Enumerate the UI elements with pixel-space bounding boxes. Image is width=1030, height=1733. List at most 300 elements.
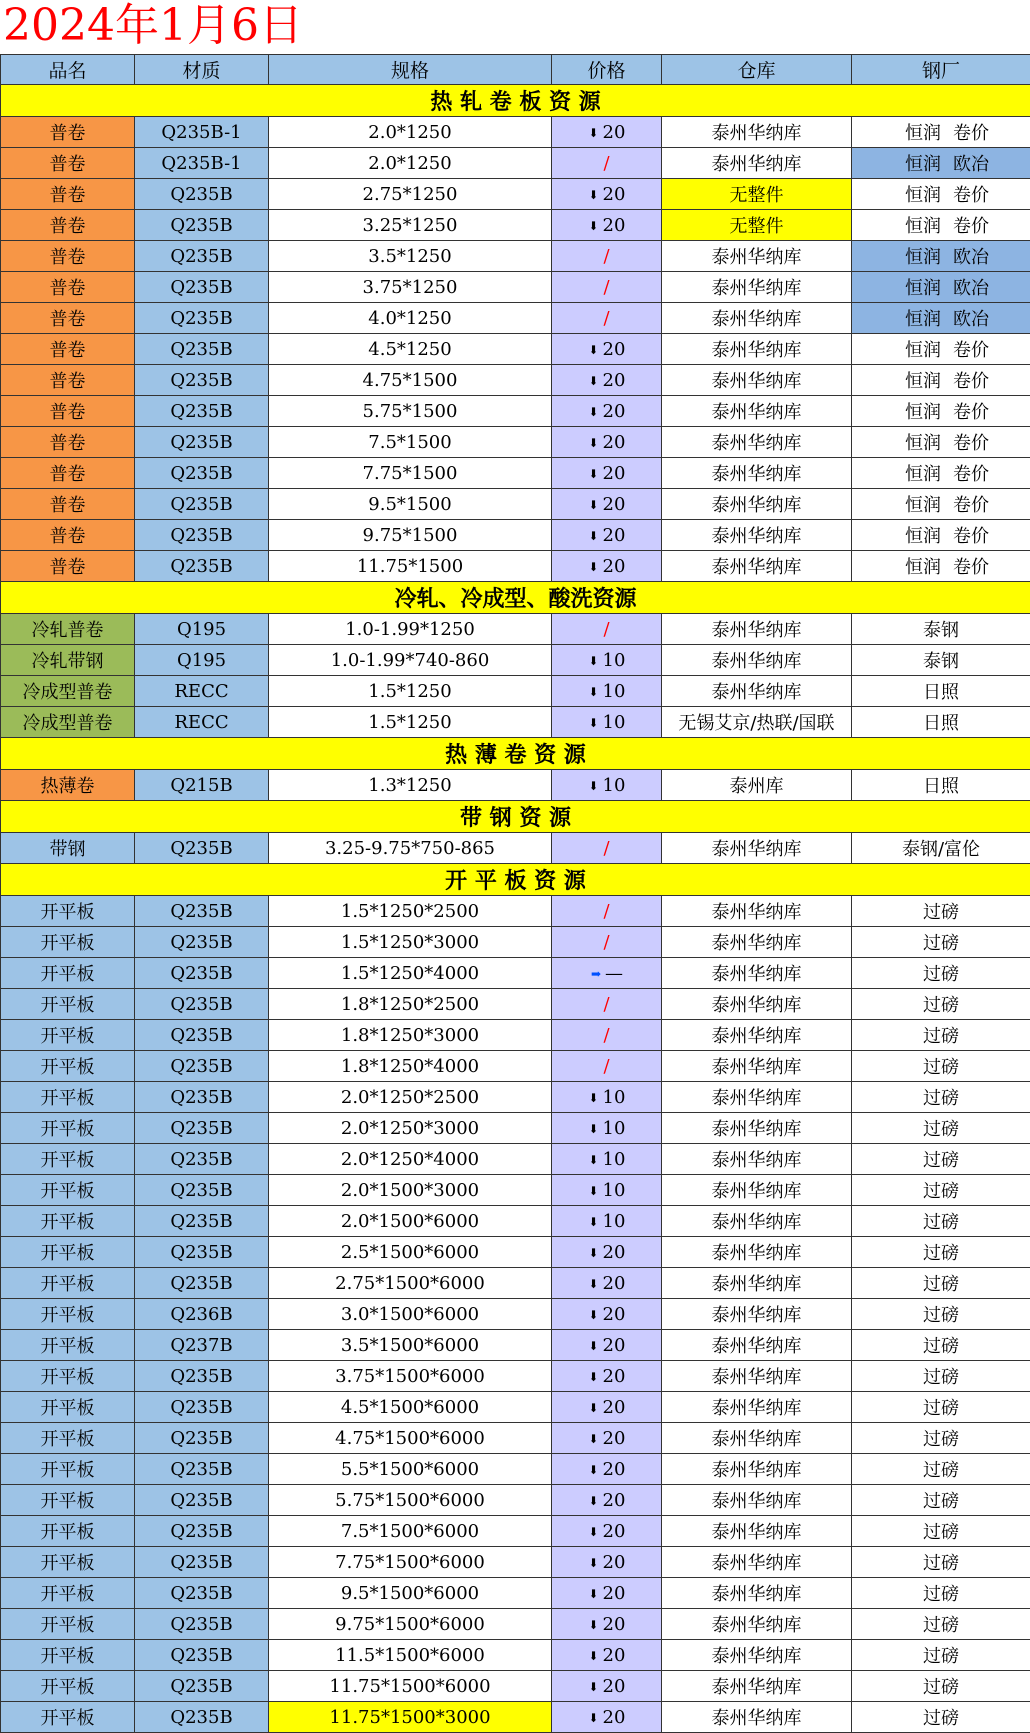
price-unavailable: / — [603, 1025, 609, 1046]
product-name-cell: 普卷 — [1, 334, 135, 365]
material-cell: Q235B — [135, 896, 269, 927]
material-cell: Q235B — [135, 1020, 269, 1051]
mill-name: 过磅 — [911, 1022, 971, 1048]
price-change-value: — — [605, 963, 623, 984]
arrow-down-icon: ⬇ — [588, 779, 600, 793]
mill-cell — [852, 1206, 1030, 1237]
product-name-cell: 开平板 — [1, 1423, 135, 1454]
mill-pricing-note: 卷价 — [953, 123, 989, 144]
price-table — [0, 54, 1030, 1733]
spec-cell: 3.0*1500*6000 — [269, 1299, 552, 1330]
spec-cell: 2.75*1250 — [269, 179, 552, 210]
mill-name: 过磅 — [911, 1270, 971, 1296]
mill-cell — [852, 1144, 1030, 1175]
product-name-cell: 普卷 — [1, 148, 135, 179]
product-name-cell: 热薄卷 — [1, 770, 135, 801]
price-cell — [552, 1547, 662, 1578]
spec-cell: 7.75*1500*6000 — [269, 1547, 552, 1578]
warehouse-cell: 泰州华纳库 — [662, 896, 852, 927]
mill-cell — [852, 148, 1030, 179]
mill-cell — [852, 707, 1030, 738]
material-cell: Q235B — [135, 303, 269, 334]
mill-name: 过磅 — [911, 960, 971, 986]
spec-cell: 1.8*1250*3000 — [269, 1020, 552, 1051]
mill-name: 恒润 — [893, 274, 953, 300]
arrow-down-icon: ⬇ — [588, 1525, 600, 1539]
warehouse-cell: 泰州华纳库 — [662, 1020, 852, 1051]
warehouse-cell: 泰州华纳库 — [662, 458, 852, 489]
price-change-value: 20 — [603, 1490, 626, 1511]
mill-cell — [852, 1609, 1030, 1640]
material-cell: Q235B — [135, 1268, 269, 1299]
section-title: 冷轧、冷成型、酸洗资源 — [1, 582, 1030, 614]
spec-cell: 3.25-9.75*750-865 — [269, 833, 552, 864]
mill-name: 恒润 — [893, 398, 953, 424]
mill-cell — [852, 1547, 1030, 1578]
mill-pricing-note: 卷价 — [953, 526, 989, 547]
warehouse-cell: 泰州华纳库 — [662, 1299, 852, 1330]
mill-cell — [852, 1330, 1030, 1361]
material-cell: Q195 — [135, 645, 269, 676]
price-change-value: 10 — [603, 775, 626, 796]
warehouse-cell: 泰州华纳库 — [662, 396, 852, 427]
warehouse-cell: 泰州华纳库 — [662, 1206, 852, 1237]
mill-name: 过磅 — [911, 1425, 971, 1451]
mill-cell — [852, 303, 1030, 334]
arrow-down-icon: ⬇ — [588, 1153, 600, 1167]
price-cell — [552, 334, 662, 365]
table-row — [1, 489, 1030, 520]
spec-cell: 1.8*1250*2500 — [269, 989, 552, 1020]
header-name: 品名 — [1, 55, 135, 85]
table-row — [1, 520, 1030, 551]
material-cell: Q235B — [135, 927, 269, 958]
section-header-row — [1, 582, 1030, 614]
spec-cell: 1.5*1250 — [269, 676, 552, 707]
mill-name: 过磅 — [911, 991, 971, 1017]
price-cell — [552, 614, 662, 645]
warehouse-cell: 泰州华纳库 — [662, 958, 852, 989]
product-name-cell: 普卷 — [1, 179, 135, 210]
warehouse-cell: 泰州华纳库 — [662, 1516, 852, 1547]
warehouse-cell: 泰州华纳库 — [662, 1671, 852, 1702]
price-cell — [552, 520, 662, 551]
product-name-cell: 开平板 — [1, 1144, 135, 1175]
mill-cell — [852, 117, 1030, 148]
price-unavailable: / — [603, 901, 609, 922]
mill-cell — [852, 1082, 1030, 1113]
table-row — [1, 210, 1030, 241]
table-row — [1, 1051, 1030, 1082]
spec-cell: 1.5*1250*4000 — [269, 958, 552, 989]
mill-name: 过磅 — [911, 1115, 971, 1141]
material-cell: Q235B — [135, 1671, 269, 1702]
mill-name: 日照 — [911, 772, 971, 798]
product-name-cell: 普卷 — [1, 551, 135, 582]
arrow-down-icon: ⬇ — [588, 1494, 600, 1508]
warehouse-cell: 泰州华纳库 — [662, 1268, 852, 1299]
material-cell: Q235B — [135, 1361, 269, 1392]
product-name-cell: 开平板 — [1, 1051, 135, 1082]
price-change-value: 10 — [603, 1118, 626, 1139]
arrow-down-icon: ⬇ — [588, 529, 600, 543]
spec-cell: 3.25*1250 — [269, 210, 552, 241]
warehouse-cell: 泰州华纳库 — [662, 1609, 852, 1640]
arrow-down-icon: ⬇ — [588, 1711, 600, 1725]
material-cell: Q235B — [135, 1392, 269, 1423]
material-cell: Q235B — [135, 1454, 269, 1485]
arrow-down-icon: ⬇ — [588, 1432, 600, 1446]
warehouse-cell: 泰州华纳库 — [662, 117, 852, 148]
table-row — [1, 1516, 1030, 1547]
warehouse-cell: 泰州华纳库 — [662, 1485, 852, 1516]
arrow-down-icon: ⬇ — [588, 126, 600, 140]
price-change-value: 10 — [603, 712, 626, 733]
mill-name: 恒润 — [893, 491, 953, 517]
spec-cell: 11.75*1500*6000 — [269, 1671, 552, 1702]
arrow-down-icon: ⬇ — [588, 1184, 600, 1198]
warehouse-cell: 泰州华纳库 — [662, 241, 852, 272]
mill-name: 恒润 — [893, 305, 953, 331]
warehouse-cell: 泰州华纳库 — [662, 272, 852, 303]
table-row — [1, 551, 1030, 582]
material-cell: Q235B — [135, 1516, 269, 1547]
table-row — [1, 770, 1030, 801]
arrow-down-icon: ⬇ — [588, 1246, 600, 1260]
spec-cell: 1.0-1.99*1250 — [269, 614, 552, 645]
price-cell — [552, 958, 662, 989]
mill-name: 过磅 — [911, 1053, 971, 1079]
product-name-cell: 开平板 — [1, 927, 135, 958]
material-cell: Q215B — [135, 770, 269, 801]
price-cell — [552, 1082, 662, 1113]
price-unavailable: / — [603, 308, 609, 329]
table-row — [1, 458, 1030, 489]
price-change-value: 20 — [603, 494, 626, 515]
section-header-row — [1, 801, 1030, 833]
mill-name: 恒润 — [893, 336, 953, 362]
spec-cell: 2.75*1500*6000 — [269, 1268, 552, 1299]
product-name-cell: 带钢 — [1, 833, 135, 864]
mill-cell — [852, 1268, 1030, 1299]
mill-name: 过磅 — [911, 1394, 971, 1420]
price-unavailable: / — [603, 619, 609, 640]
product-name-cell: 普卷 — [1, 303, 135, 334]
mill-pricing-note: 卷价 — [953, 402, 989, 423]
mill-pricing-note: 卷价 — [953, 185, 989, 206]
price-change-value: 20 — [603, 1335, 626, 1356]
mill-cell — [852, 1392, 1030, 1423]
table-row — [1, 833, 1030, 864]
product-name-cell: 开平板 — [1, 1454, 135, 1485]
mill-cell — [852, 927, 1030, 958]
warehouse-cell: 泰州华纳库 — [662, 551, 852, 582]
product-name-cell: 开平板 — [1, 1702, 135, 1733]
price-cell — [552, 1268, 662, 1299]
spec-cell: 2.0*1250 — [269, 148, 552, 179]
table-row — [1, 1113, 1030, 1144]
price-unavailable: / — [603, 838, 609, 859]
mill-name: 恒润 — [893, 553, 953, 579]
price-change-value: 20 — [603, 184, 626, 205]
mill-name: 恒润 — [893, 522, 953, 548]
arrow-down-icon: ⬇ — [588, 188, 600, 202]
material-cell: Q235B — [135, 1051, 269, 1082]
section-header-row — [1, 738, 1030, 770]
product-name-cell: 普卷 — [1, 365, 135, 396]
price-cell — [552, 272, 662, 303]
price-change-value: 20 — [603, 1459, 626, 1480]
mill-name: 过磅 — [911, 1518, 971, 1544]
spec-cell: 1.5*1250 — [269, 707, 552, 738]
material-cell: Q235B — [135, 989, 269, 1020]
price-change-value: 20 — [603, 1242, 626, 1263]
warehouse-cell: 泰州华纳库 — [662, 1237, 852, 1268]
header-row — [1, 55, 1030, 85]
price-cell — [552, 1020, 662, 1051]
mill-name: 泰钢/富伦 — [902, 835, 980, 861]
material-cell: Q235B-1 — [135, 117, 269, 148]
price-change-value: 20 — [603, 1707, 626, 1728]
material-cell: Q235B — [135, 958, 269, 989]
product-name-cell: 开平板 — [1, 1578, 135, 1609]
spec-cell: 2.5*1500*6000 — [269, 1237, 552, 1268]
mill-cell — [852, 551, 1030, 582]
arrow-down-icon: ⬇ — [588, 1370, 600, 1384]
mill-cell — [852, 1423, 1030, 1454]
price-cell — [552, 1578, 662, 1609]
price-unavailable: / — [603, 994, 609, 1015]
mill-name: 过磅 — [911, 1301, 971, 1327]
arrow-down-icon: ⬇ — [588, 1277, 600, 1291]
arrow-right-icon: ➡ — [590, 967, 602, 981]
spec-cell: 9.5*1500 — [269, 489, 552, 520]
warehouse-cell: 泰州华纳库 — [662, 520, 852, 551]
mill-name: 过磅 — [911, 1456, 971, 1482]
warehouse-cell: 泰州华纳库 — [662, 1454, 852, 1485]
material-cell: Q235B — [135, 1144, 269, 1175]
price-cell — [552, 1671, 662, 1702]
spec-cell: 11.5*1500*6000 — [269, 1640, 552, 1671]
table-row — [1, 1020, 1030, 1051]
spec-cell: 4.5*1500*6000 — [269, 1392, 552, 1423]
mill-name: 恒润 — [893, 119, 953, 145]
mill-cell — [852, 520, 1030, 551]
material-cell: Q235B — [135, 1609, 269, 1640]
price-change-value: 20 — [603, 432, 626, 453]
spec-cell: 4.5*1250 — [269, 334, 552, 365]
mill-cell — [852, 770, 1030, 801]
price-change-value: 20 — [603, 339, 626, 360]
spec-cell: 4.75*1500 — [269, 365, 552, 396]
mill-pricing-note: 卷价 — [953, 433, 989, 454]
price-cell — [552, 117, 662, 148]
product-name-cell: 开平板 — [1, 1485, 135, 1516]
mill-cell — [852, 334, 1030, 365]
material-cell: Q235B — [135, 1175, 269, 1206]
mill-name: 过磅 — [911, 1208, 971, 1234]
price-cell — [552, 989, 662, 1020]
table-row — [1, 676, 1030, 707]
table-row — [1, 1330, 1030, 1361]
mill-cell — [852, 676, 1030, 707]
material-cell: Q235B — [135, 334, 269, 365]
warehouse-cell: 泰州华纳库 — [662, 927, 852, 958]
product-name-cell: 冷轧带钢 — [1, 645, 135, 676]
arrow-down-icon: ⬇ — [588, 343, 600, 357]
table-row — [1, 1144, 1030, 1175]
price-change-value: 20 — [603, 1583, 626, 1604]
mill-name: 恒润 — [893, 429, 953, 455]
spec-cell: 3.75*1500*6000 — [269, 1361, 552, 1392]
table-row — [1, 303, 1030, 334]
mill-name: 日照 — [911, 678, 971, 704]
spec-cell: 9.5*1500*6000 — [269, 1578, 552, 1609]
product-name-cell: 普卷 — [1, 520, 135, 551]
mill-cell — [852, 896, 1030, 927]
material-cell: Q235B — [135, 1082, 269, 1113]
table-row — [1, 927, 1030, 958]
warehouse-cell: 泰州华纳库 — [662, 1144, 852, 1175]
arrow-down-icon: ⬇ — [588, 716, 600, 730]
material-cell: Q235B — [135, 1547, 269, 1578]
table-row — [1, 1485, 1030, 1516]
product-name-cell: 开平板 — [1, 989, 135, 1020]
table-row — [1, 365, 1030, 396]
warehouse-cell: 泰州华纳库 — [662, 303, 852, 334]
price-change-value: 10 — [603, 1180, 626, 1201]
mill-cell — [852, 1516, 1030, 1547]
mill-pricing-note: 卷价 — [953, 495, 989, 516]
spec-cell: 7.5*1500*6000 — [269, 1516, 552, 1547]
price-unavailable: / — [603, 153, 609, 174]
mill-name: 过磅 — [911, 1146, 971, 1172]
table-row — [1, 707, 1030, 738]
arrow-down-icon: ⬇ — [588, 1463, 600, 1477]
product-name-cell: 开平板 — [1, 1175, 135, 1206]
product-name-cell: 开平板 — [1, 1671, 135, 1702]
mill-cell — [852, 241, 1030, 272]
warehouse-cell: 泰州华纳库 — [662, 1051, 852, 1082]
product-name-cell: 开平板 — [1, 958, 135, 989]
price-cell — [552, 833, 662, 864]
mill-name: 恒润 — [893, 150, 953, 176]
spec-cell: 1.0-1.99*740-860 — [269, 645, 552, 676]
spec-cell: 11.75*1500 — [269, 551, 552, 582]
arrow-down-icon: ⬇ — [588, 1556, 600, 1570]
warehouse-cell: 泰州华纳库 — [662, 1578, 852, 1609]
price-cell — [552, 210, 662, 241]
product-name-cell: 开平板 — [1, 1113, 135, 1144]
material-cell: Q235B — [135, 1702, 269, 1733]
material-cell: Q235B — [135, 241, 269, 272]
material-cell: RECC — [135, 707, 269, 738]
spec-cell: 2.0*1500*6000 — [269, 1206, 552, 1237]
price-cell — [552, 770, 662, 801]
table-row — [1, 427, 1030, 458]
price-cell — [552, 1702, 662, 1733]
mill-name: 恒润 — [893, 212, 953, 238]
mill-cell — [852, 1175, 1030, 1206]
arrow-down-icon: ⬇ — [588, 436, 600, 450]
product-name-cell: 开平板 — [1, 896, 135, 927]
warehouse-cell: 泰州华纳库 — [662, 1113, 852, 1144]
price-change-value: 20 — [603, 525, 626, 546]
section-title: 带 钢 资 源 — [1, 801, 1030, 833]
arrow-down-icon: ⬇ — [588, 467, 600, 481]
product-name-cell: 冷成型普卷 — [1, 707, 135, 738]
arrow-down-icon: ⬇ — [588, 405, 600, 419]
price-cell — [552, 427, 662, 458]
table-row — [1, 1671, 1030, 1702]
mill-name: 过磅 — [911, 1580, 971, 1606]
mill-name: 过磅 — [911, 1332, 971, 1358]
mill-name: 过磅 — [911, 1673, 971, 1699]
mill-name: 恒润 — [893, 181, 953, 207]
mill-cell — [852, 396, 1030, 427]
warehouse-cell: 泰州华纳库 — [662, 676, 852, 707]
price-cell — [552, 676, 662, 707]
mill-cell — [852, 958, 1030, 989]
mill-cell — [852, 1671, 1030, 1702]
product-name-cell: 开平板 — [1, 1020, 135, 1051]
price-cell — [552, 1175, 662, 1206]
product-name-cell: 普卷 — [1, 241, 135, 272]
material-cell: Q235B — [135, 1237, 269, 1268]
price-unavailable: / — [603, 932, 609, 953]
table-row — [1, 1361, 1030, 1392]
warehouse-cell: 泰州华纳库 — [662, 334, 852, 365]
price-cell — [552, 179, 662, 210]
product-name-cell: 开平板 — [1, 1268, 135, 1299]
material-cell: Q235B — [135, 396, 269, 427]
price-change-value: 10 — [603, 1149, 626, 1170]
price-cell — [552, 1237, 662, 1268]
table-row — [1, 958, 1030, 989]
material-cell: Q235B — [135, 179, 269, 210]
material-cell: Q235B — [135, 1113, 269, 1144]
spec-cell: 7.75*1500 — [269, 458, 552, 489]
table-row — [1, 117, 1030, 148]
table-row — [1, 179, 1030, 210]
price-unavailable: / — [603, 246, 609, 267]
price-cell — [552, 241, 662, 272]
product-name-cell: 普卷 — [1, 458, 135, 489]
price-cell — [552, 1516, 662, 1547]
warehouse-cell: 无整件 — [662, 210, 852, 241]
warehouse-cell: 泰州华纳库 — [662, 645, 852, 676]
header-spec: 规格 — [269, 55, 552, 85]
header-material: 材质 — [135, 55, 269, 85]
material-cell: Q237B — [135, 1330, 269, 1361]
arrow-down-icon: ⬇ — [588, 1308, 600, 1322]
arrow-down-icon: ⬇ — [588, 1091, 600, 1105]
mill-name: 恒润 — [893, 367, 953, 393]
material-cell: Q235B — [135, 1206, 269, 1237]
material-cell: Q235B — [135, 1640, 269, 1671]
price-change-value: 20 — [603, 122, 626, 143]
product-name-cell: 开平板 — [1, 1299, 135, 1330]
price-unavailable: / — [603, 1056, 609, 1077]
price-cell — [552, 551, 662, 582]
mill-cell — [852, 1578, 1030, 1609]
mill-cell — [852, 427, 1030, 458]
table-row — [1, 989, 1030, 1020]
mill-name: 过磅 — [911, 1363, 971, 1389]
section-header-row — [1, 85, 1030, 117]
price-cell — [552, 1423, 662, 1454]
mill-name: 恒润 — [893, 460, 953, 486]
